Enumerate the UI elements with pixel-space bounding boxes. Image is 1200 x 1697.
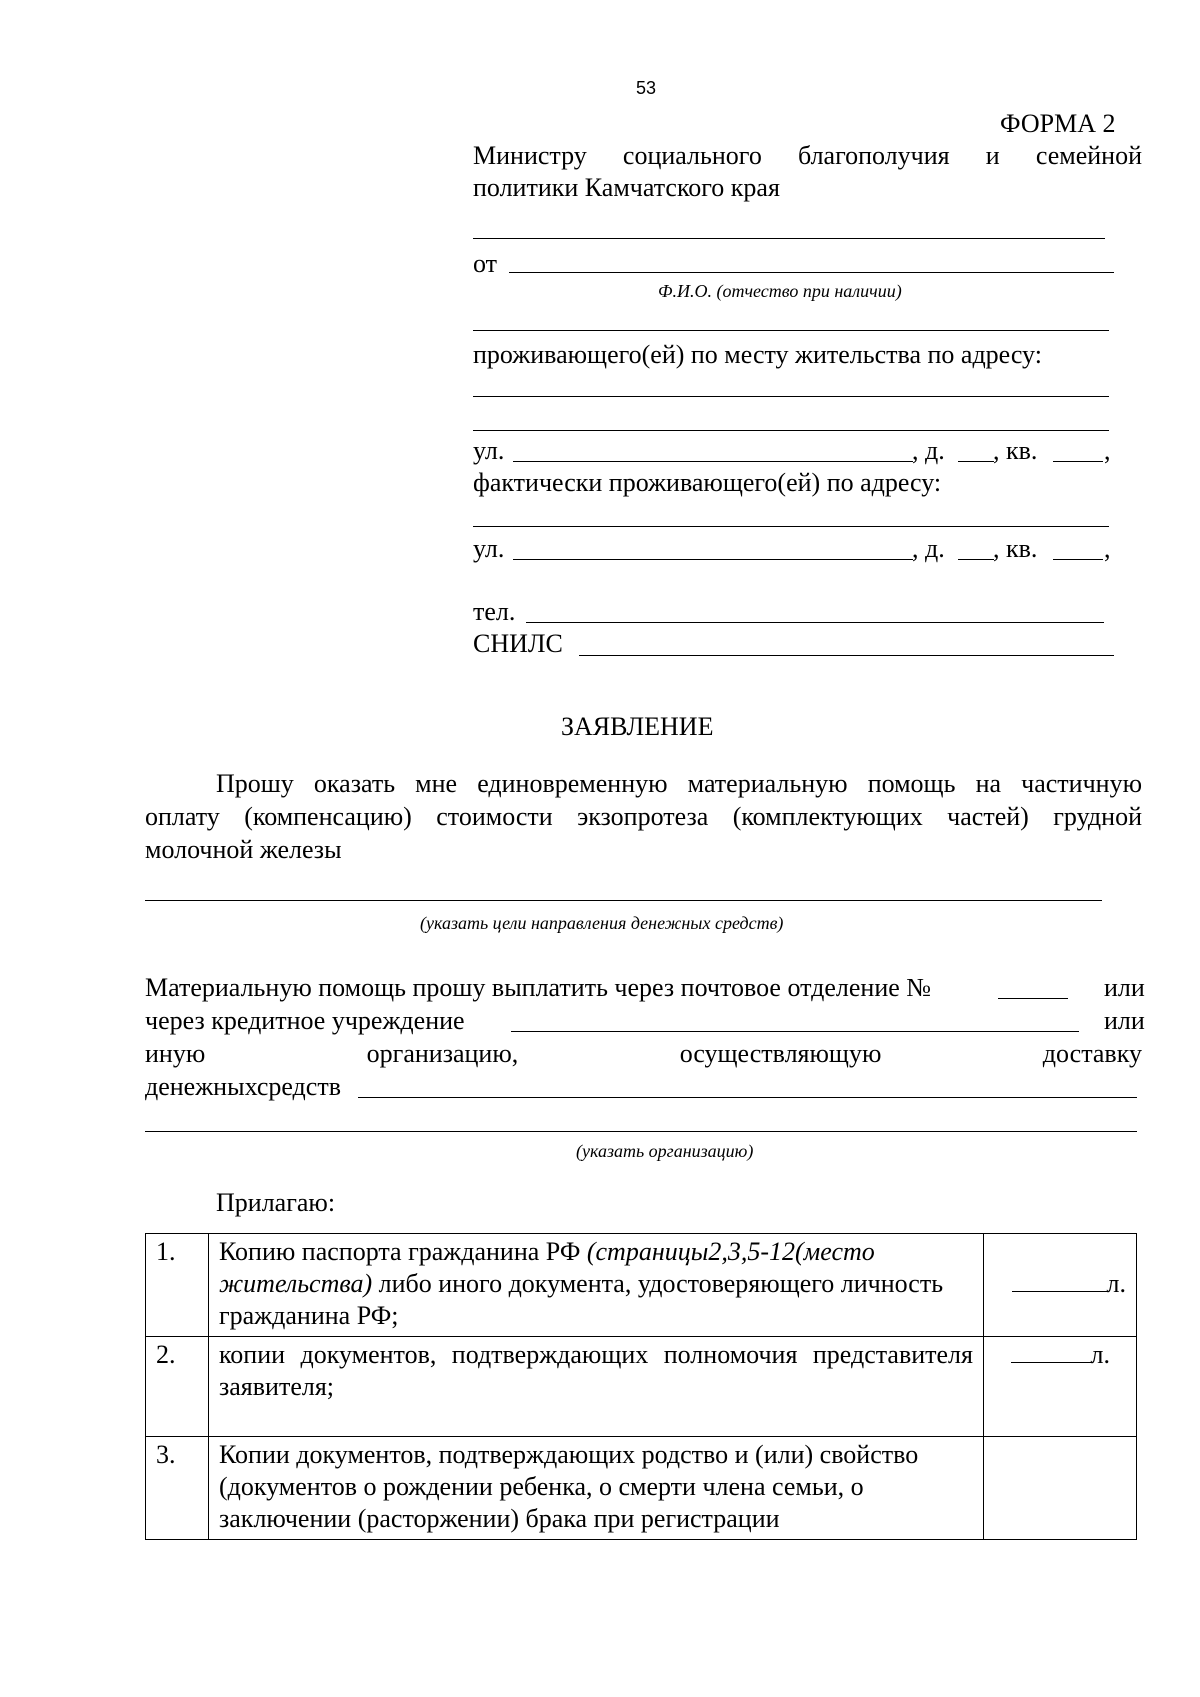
pages-unit: л. [1090, 1340, 1110, 1369]
from-label: от [473, 249, 498, 278]
page-number: 53 [636, 78, 657, 98]
payment-word-3: осуществляющую [679, 1039, 882, 1068]
purpose-caption: (указать цели направления денежных средств) [420, 913, 784, 933]
street-label-residence: ул. [473, 436, 505, 465]
fio-continuation-line[interactable] [473, 330, 1109, 331]
residence-label: проживающего(ей) по месту жительства по адресу: [473, 340, 1042, 369]
pages-count-field[interactable] [1012, 1269, 1107, 1292]
house-label-residence: , д. [912, 436, 945, 465]
post-office-number-field[interactable] [998, 998, 1068, 999]
delivery-org-field[interactable] [358, 1097, 1137, 1098]
actual-address-line[interactable] [473, 526, 1109, 527]
payment-line-4: денежныхсредств [145, 1072, 341, 1101]
apt-field-residence[interactable] [1053, 461, 1103, 462]
attachment-text: Копии документов, подтверждающих родство и (или) свойство (документов о рождении ребенка, о смерти члена семьи, о заключении (расторжении) брака при регистрации [209, 1437, 984, 1540]
addressee-blank-line[interactable] [473, 238, 1105, 239]
addressee-line-1: Министру социального благополучия и семейной [473, 141, 1142, 170]
table-row [146, 1337, 1137, 1437]
attachments-table [145, 1233, 1137, 1540]
purpose-field[interactable] [145, 900, 1102, 901]
phone-label: тел. [473, 597, 516, 626]
table-row [146, 1437, 1137, 1540]
attachments-label: Прилагаю: [216, 1188, 336, 1217]
org-field[interactable] [145, 1131, 1137, 1132]
apt-label-actual: , кв. [993, 534, 1038, 563]
snils-label: СНИЛС [473, 629, 563, 658]
payment-word-1: иную [145, 1039, 206, 1068]
attachment-text-part: Копию паспорта гражданина РФ [219, 1237, 587, 1266]
attachment-number: 1. [146, 1234, 209, 1337]
payment-word-2: организацию, [366, 1039, 519, 1068]
attachment-number: 2. [146, 1337, 209, 1437]
apt-label-residence: , кв. [993, 436, 1038, 465]
attachment-text [209, 1234, 984, 1337]
fio-field[interactable] [509, 272, 1114, 273]
credit-institution-field[interactable] [511, 1031, 1079, 1032]
payment-line-3 [145, 1041, 1142, 1067]
house-label-actual: , д. [912, 534, 945, 563]
house-field-actual[interactable] [958, 559, 994, 560]
form-label: ФОРМА 2 [1000, 109, 1116, 138]
pages-count-field[interactable] [1011, 1340, 1091, 1363]
comma-residence: , [1104, 436, 1111, 465]
addressee-line-2: политики Камчатского края [473, 173, 780, 202]
comma-actual: , [1104, 534, 1111, 563]
attachment-pages [984, 1234, 1137, 1337]
attachment-text-italic: (страницы2,3,5-12(место жительства) [219, 1237, 875, 1298]
table-row [146, 1234, 1137, 1337]
attachment-text-part: либо иного документа, удостоверяющего личность гражданина РФ; [219, 1269, 944, 1330]
attachment-pages [984, 1337, 1137, 1437]
payment-line-2: через кредитное учреждение [145, 1006, 465, 1035]
fio-caption: Ф.И.О. (отчество при наличии) [658, 281, 902, 301]
statement-line-1: Прошу оказать мне единовременную материальную помощь на частичную [216, 769, 1142, 798]
attachment-pages [984, 1437, 1137, 1540]
attachment-text: копии документов, подтверждающих полномочия представителя заявителя; [209, 1337, 984, 1437]
statement-line-2: оплату (компенсацию) стоимости экзопротеза (комплектующих частей) грудной [145, 802, 1142, 831]
payment-word-4: доставку [1042, 1039, 1142, 1068]
residence-address-line-2[interactable] [473, 430, 1109, 431]
pages-unit: л. [1106, 1269, 1126, 1298]
org-caption: (указать организацию) [576, 1141, 754, 1161]
payment-or-1: или [1104, 973, 1145, 1002]
apt-field-actual[interactable] [1053, 559, 1103, 560]
actual-residence-label: фактически проживающего(ей) по адресу: [473, 468, 942, 497]
street-field-residence[interactable] [513, 461, 913, 462]
statement-title: ЗАЯВЛЕНИЕ [561, 712, 714, 741]
street-field-actual[interactable] [513, 559, 913, 560]
phone-field[interactable] [526, 622, 1104, 623]
payment-line-1: Материальную помощь прошу выплатить через почтовое отделение № [145, 973, 932, 1002]
attachment-number: 3. [146, 1437, 209, 1540]
payment-or-2: или [1104, 1006, 1145, 1035]
residence-address-line-1[interactable] [473, 396, 1109, 397]
snils-field[interactable] [579, 655, 1114, 656]
street-label-actual: ул. [473, 534, 505, 563]
statement-line-3: молочной железы [145, 835, 342, 864]
house-field-residence[interactable] [958, 461, 994, 462]
